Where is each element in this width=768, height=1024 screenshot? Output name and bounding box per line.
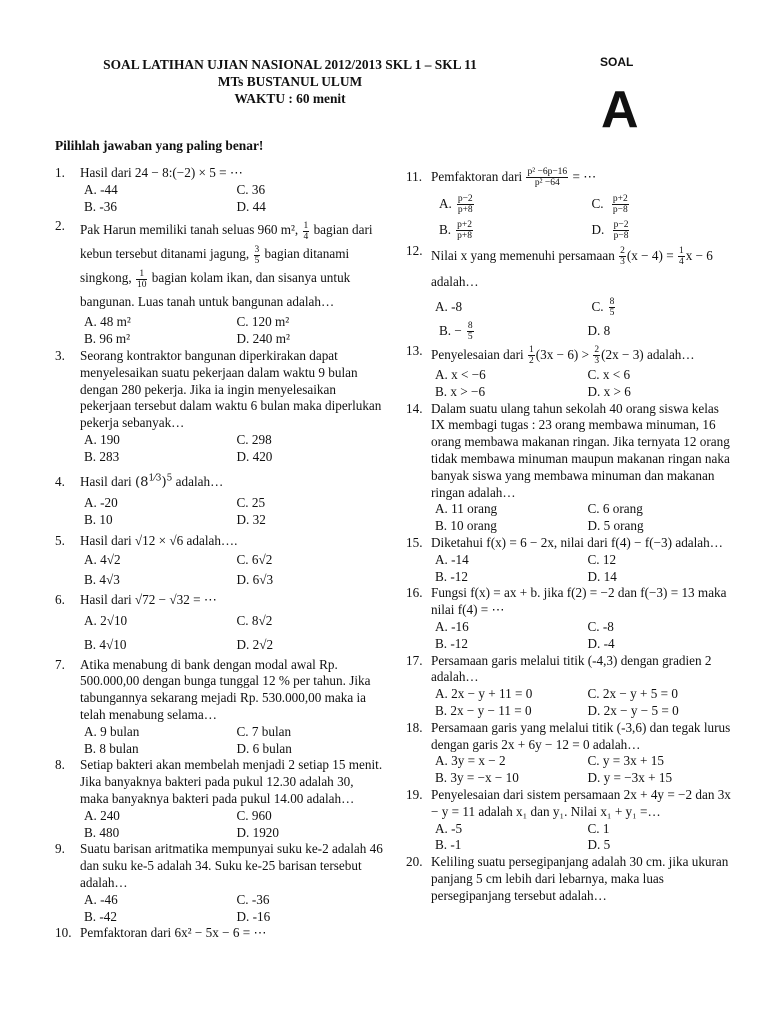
question-text-tail: = ⋯ xyxy=(572,169,597,184)
question-text: Setiap bakteri akan membelah menjadi 2 setiap 15 menit. Jika banyaknya bakteri pada pukul 12.30 adalah 30, maka banyaknya bakteri pada pukul 14.00 adalah… xyxy=(80,757,383,806)
option-letter: B. xyxy=(439,222,452,237)
fraction xyxy=(593,345,600,366)
option-c: C. 1 xyxy=(587,820,610,836)
option-c: C. 36 xyxy=(236,181,266,197)
denominator: p−8 xyxy=(613,231,629,242)
options xyxy=(80,724,385,758)
numerator: p−2 xyxy=(613,220,629,231)
options xyxy=(431,552,736,586)
question-text: Hasil dari 24 − 8:(−2) × 5 = ⋯ xyxy=(80,165,244,180)
option-c: C. -8 xyxy=(587,618,614,634)
fraction xyxy=(528,345,535,366)
question-text: Atika menabung di bank dengan modal awal Rp. 500.000,00 dengan bunga tunggal 12 % per tahun. Jika tabungannya sekarang mejadi Rp. 530.000,00 maka ia telah menabung selama… xyxy=(80,656,371,722)
question-text: bagian kolam ikan, dan sisanya untuk bangunan. Luas tanah untuk bangunan adalah… xyxy=(80,270,351,310)
option-b xyxy=(431,217,584,243)
option-a: A. 3y = x − 2 xyxy=(435,753,506,769)
option-c: C. 12 xyxy=(587,551,617,567)
options xyxy=(80,808,385,842)
option-a: A. 4√2 xyxy=(84,551,121,567)
question-text-tail: x − 6 adalah… xyxy=(431,248,713,289)
option-d: D. 2x − y − 5 = 0 xyxy=(587,702,679,718)
question-number: 5. xyxy=(55,532,65,548)
fraction xyxy=(678,246,685,267)
option-a: A. 48 m² xyxy=(84,314,131,330)
option-b: B. -42 xyxy=(84,908,117,924)
option-letter: C. xyxy=(591,196,604,211)
denominator: p+8 xyxy=(457,205,473,216)
option-b: B. 283 xyxy=(84,448,120,464)
question-number: 10. xyxy=(55,925,72,941)
option-d: D. 5 orang xyxy=(587,518,644,534)
soal-tag: SOAL xyxy=(600,55,634,69)
option-letter: A. xyxy=(439,196,452,211)
option-c: C. 298 xyxy=(236,431,272,447)
question-1 xyxy=(55,165,385,215)
question-text: Pemfaktoran dari 6x² − 5x − 6 = ⋯ xyxy=(80,925,267,941)
question-11 xyxy=(406,163,736,243)
option-a xyxy=(431,191,584,217)
question-number: 7. xyxy=(55,656,65,672)
question-text: Suatu barisan aritmatika mempunyai suku ke-2 adalah 46 dan suku ke-5 adalah 34. Suku ke-25 barisan tersebut adalah… xyxy=(80,841,383,890)
question-number: 3. xyxy=(55,347,65,363)
option-b: B. -36 xyxy=(84,198,117,214)
option-a: A. 9 bulan xyxy=(84,723,140,739)
question-text: Seorang kontraktor bangunan diperkirakan dapat menyelesaikan suatu pekerjaan dalam waktu 9 bulan dengan 280 pekerja. Jika ia ingin menyelesaikan pekerjaan tersebut dalam waktu 6 bulan maka diperlukan pekerja sebanyak… xyxy=(80,347,382,431)
option-d: D. 5 xyxy=(587,837,611,853)
options xyxy=(80,182,385,216)
option-b: B. 480 xyxy=(84,824,120,840)
header-line-3: WAKTU : 60 menit xyxy=(234,91,346,106)
question-8 xyxy=(55,757,385,841)
option-b: B. 8 bulan xyxy=(84,740,139,756)
question-number: 9. xyxy=(55,841,65,857)
question-12 xyxy=(406,243,736,343)
question-19 xyxy=(406,787,736,854)
options xyxy=(431,619,736,653)
option-d: D. 44 xyxy=(236,198,266,214)
options xyxy=(80,609,385,657)
option-b: B. -12 xyxy=(435,568,468,584)
options xyxy=(431,367,736,401)
denominator: 5 xyxy=(609,308,615,319)
question-text: Keliling suatu persegipanjang adalah 30 cm. jika ukuran panjang 5 cm lebih dari lebarnya, maka luas persegipanjang tersebut adalah… xyxy=(431,854,729,903)
question-10 xyxy=(55,925,385,942)
question-17 xyxy=(406,653,736,720)
options xyxy=(431,821,736,855)
question-text: bagian dari kebun tersebut ditanami jagung, xyxy=(80,222,373,262)
question-text: bagian ditanami singkong, xyxy=(80,246,350,286)
question-number: 16. xyxy=(406,585,423,601)
question-number: 19. xyxy=(406,786,423,802)
option-c: C. -36 xyxy=(236,891,270,907)
question-number: 8. xyxy=(55,757,65,773)
denominator: 2 xyxy=(528,356,534,367)
fraction xyxy=(605,297,616,318)
question-9 xyxy=(55,841,385,925)
options xyxy=(431,686,736,720)
options xyxy=(80,892,385,926)
question-text-mid: (x − 4) = xyxy=(626,248,677,263)
option-d: D. 240 m² xyxy=(236,331,290,347)
option-a: A. -44 xyxy=(84,181,118,197)
option-b xyxy=(431,319,584,343)
options xyxy=(80,432,385,466)
numerator: 1 xyxy=(678,246,684,257)
option-d: D. -16 xyxy=(236,908,271,924)
question-3 xyxy=(55,348,385,466)
denominator: 10 xyxy=(136,279,147,290)
numerator: 1 xyxy=(528,345,534,356)
question-text: Fungsi f(x) = ax + b. jika f(2) = −2 dan f(−3) = 13 maka nilai f(4) = ⋯ xyxy=(431,585,727,618)
numerator: 1 xyxy=(136,269,148,280)
option-c: C. 25 xyxy=(236,495,266,511)
option-c: C. x < 6 xyxy=(587,367,631,382)
fraction xyxy=(463,321,474,342)
option-b: B. x > −6 xyxy=(435,383,486,399)
question-number: 14. xyxy=(406,400,423,416)
numerator: p² −6p−16 xyxy=(527,167,568,178)
header-title xyxy=(60,56,520,107)
question-text: Hasil dari $(8^{1⁄3})^5$ adalah… xyxy=(80,473,224,490)
numerator: 8 xyxy=(609,297,615,308)
option-d xyxy=(584,217,737,243)
fraction xyxy=(526,167,568,188)
option-letter: B. − xyxy=(439,323,462,338)
option-b: B. -12 xyxy=(435,635,468,651)
option-a: A. -16 xyxy=(435,618,469,634)
option-a: A. x < −6 xyxy=(435,367,486,382)
option-c: C. 2x − y + 5 = 0 xyxy=(587,686,678,702)
option-b: B. 4√3 xyxy=(84,571,120,587)
question-text: Hasil dari √12 × √6 adalah…. xyxy=(80,532,238,548)
question-text: Dalam suatu ulang tahun sekolah 40 orang siswa kelas IX membagi tugas : 23 orang membawa minuman, 16 orang membawa makanan ringan. Jika ternyata 12 orang tidak membawa minuman maupun makanan ringan naka banyak siswa yang membawa minuman dan makanan ringan adalah… xyxy=(431,400,730,500)
variant-letter: A xyxy=(601,81,639,139)
option-c: C. y = 3x + 15 xyxy=(587,753,664,769)
numerator: p−2 xyxy=(457,194,473,205)
question-number: 1. xyxy=(55,165,65,180)
question-14 xyxy=(406,401,736,535)
instruction: Pilihlah jawaban yang paling benar! xyxy=(55,138,264,153)
option-b: B. 2x − y − 11 = 0 xyxy=(435,702,532,718)
question-text: Persamaan garis yang melalui titik (-3,6) dan tegak lurus dengan garis 2x + 6y − 12 = 0 adalah… xyxy=(431,719,731,752)
question-number: 20. xyxy=(406,854,423,870)
option-a: A. -14 xyxy=(435,551,469,567)
option-letter: D. xyxy=(591,222,605,237)
fraction xyxy=(452,220,473,241)
fraction xyxy=(608,194,629,215)
denominator: 3 xyxy=(594,356,600,367)
option-c: C. 6√2 xyxy=(236,551,273,567)
option-b: B. 96 m² xyxy=(84,331,131,347)
option-a: A. 11 orang xyxy=(435,501,498,517)
option-b: B. 3y = −x − 10 xyxy=(435,770,519,786)
numerator: p+2 xyxy=(612,194,628,205)
fraction xyxy=(136,269,148,290)
options xyxy=(431,191,736,243)
option-d: D. 14 xyxy=(587,568,617,584)
fraction xyxy=(619,246,626,267)
question-text: Hasil dari √72 − √32 = ⋯ xyxy=(80,591,218,607)
option-b: B. 10 xyxy=(84,512,113,528)
question-text: Penyelesaian dari sistem persamaan 2x + 4y = −2 dan 3x − y = 11 adalah x₁ dan y₁. Nilai x₁ + y₁ =… xyxy=(431,786,731,819)
numerator: 1 xyxy=(303,220,309,231)
question-20 xyxy=(406,854,736,904)
option-d: D. 6 bulan xyxy=(236,740,292,756)
option-d: D. 2√2 xyxy=(236,636,274,652)
denominator: p² −64 xyxy=(534,178,560,189)
question-number: 4. xyxy=(55,473,65,489)
question-text: Nilai x yang memenuhi persamaan xyxy=(431,248,615,263)
question-number: 6. xyxy=(55,591,65,607)
options xyxy=(431,295,736,343)
question-number: 17. xyxy=(406,652,423,668)
header-line-2: MTs BUSTANUL ULUM xyxy=(217,74,363,89)
option-c: C. 6 orang xyxy=(587,501,643,517)
question-number: 12. xyxy=(406,243,423,258)
question-4 xyxy=(55,474,385,529)
fraction xyxy=(254,245,261,266)
option-b: B. -1 xyxy=(435,837,462,853)
denominator: 3 xyxy=(620,257,625,268)
question-13 xyxy=(406,343,736,401)
option-a: A. 2√10 xyxy=(84,612,128,628)
option-a: A. 190 xyxy=(84,431,120,447)
option-c xyxy=(584,191,737,217)
options xyxy=(431,501,736,535)
fraction xyxy=(453,194,474,215)
denominator: 5 xyxy=(467,332,473,343)
question-text: Pemfaktoran dari xyxy=(431,169,523,184)
numerator: 2 xyxy=(620,246,625,257)
question-6 xyxy=(55,592,385,657)
option-b: B. 4√10 xyxy=(84,636,127,652)
right-column xyxy=(406,163,736,905)
fraction xyxy=(609,220,630,241)
question-5 xyxy=(55,533,385,590)
question-text-tail: (2x − 3) adalah… xyxy=(601,347,695,362)
question-text: Penyelesaian dari xyxy=(431,347,524,362)
numerator: 8 xyxy=(467,321,473,332)
option-d: D. -4 xyxy=(587,635,615,651)
fraction xyxy=(303,221,310,242)
option-a: A. 240 xyxy=(84,807,120,823)
options xyxy=(80,495,385,529)
option-c xyxy=(584,295,737,319)
question-15 xyxy=(406,535,736,585)
question-text: Diketahui f(x) = 6 − 2x, nilai dari f(4) − f(−3) adalah… xyxy=(431,534,723,550)
numerator: 3 xyxy=(254,244,260,255)
option-c: C. 960 xyxy=(236,807,272,823)
numerator: p+2 xyxy=(457,220,472,231)
exp-den: 3 xyxy=(155,473,162,484)
option-a: A. -20 xyxy=(84,495,118,511)
option-a: A. -46 xyxy=(84,891,118,907)
question-2 xyxy=(55,218,385,348)
denominator: 4 xyxy=(303,231,309,242)
exp-num: 1 xyxy=(148,473,155,484)
question-16 xyxy=(406,585,736,652)
option-a: A. -8 xyxy=(435,299,463,314)
option-d: D. x > 6 xyxy=(587,383,631,399)
header-line-1: SOAL LATIHAN UJIAN NASIONAL 2012/2013 SKL 1 – SKL 11 xyxy=(103,57,477,72)
question-text: Persamaan garis melalui titik (-4,3) dengan gradien 2 adalah… xyxy=(431,652,712,685)
option-a: A. 2x − y + 11 = 0 xyxy=(435,686,533,702)
option-c: C. 8√2 xyxy=(236,612,273,628)
question-18 xyxy=(406,720,736,787)
denominator: 5 xyxy=(254,255,260,266)
option-d: D. 8 xyxy=(587,323,611,338)
question-number: 13. xyxy=(406,343,423,358)
options xyxy=(80,550,385,590)
option-d: D. 1920 xyxy=(236,824,279,840)
option-d: D. 32 xyxy=(236,512,266,528)
outer-exponent: 5 xyxy=(166,473,173,484)
option-c: C. 7 bulan xyxy=(236,723,292,739)
options xyxy=(431,753,736,787)
option-a: A. -5 xyxy=(435,820,463,836)
question-7 xyxy=(55,657,385,758)
question-text-mid: (3x − 6) > xyxy=(535,347,590,362)
option-d: D. 6√3 xyxy=(236,571,274,587)
denominator: 4 xyxy=(678,257,684,268)
option-d: D. 420 xyxy=(236,448,273,464)
left-column xyxy=(55,165,385,942)
question-number: 11. xyxy=(406,169,422,184)
question-text: Pak Harun memiliki tanah seluas 960 m², xyxy=(80,222,299,238)
denominator: p−8 xyxy=(612,205,628,216)
option-letter: C. xyxy=(591,299,604,314)
question-number: 15. xyxy=(406,534,423,550)
options xyxy=(80,314,385,348)
option-d: D. y = −3x + 15 xyxy=(587,770,673,786)
option-b: B. 10 orang xyxy=(435,518,497,534)
question-number: 18. xyxy=(406,719,423,735)
question-number: 2. xyxy=(55,218,65,234)
denominator: p+8 xyxy=(457,231,472,242)
numerator: 2 xyxy=(594,345,600,356)
option-c: C. 120 m² xyxy=(236,314,290,330)
